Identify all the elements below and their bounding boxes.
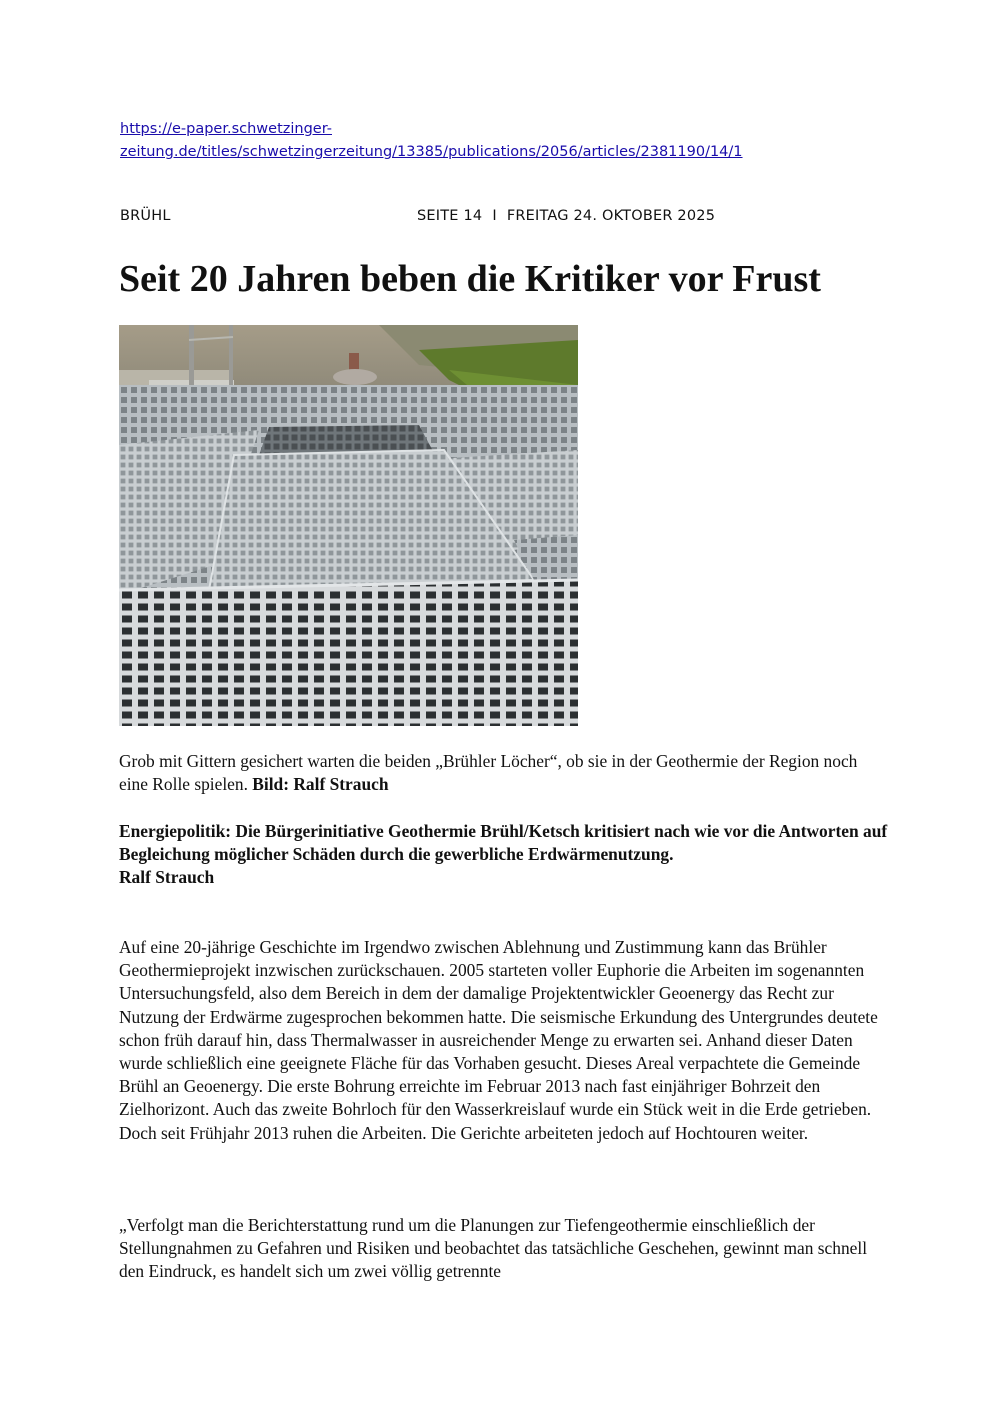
teaser-text: Energiepolitik: Die Bürgerinitiative Geothermie Brühl/Ketsch kritisiert nach wie vor die Antworten auf Begleichung möglicher Schäden durch die gewerbliche Erdwärmenutzung. bbox=[119, 821, 888, 865]
caption-text: Grob mit Gittern gesichert warten die beiden „Brühler Löcher“, ob sie in der Geothermie der Region noch eine Rolle spielen. bbox=[119, 751, 858, 795]
section-label: BRÜHL bbox=[120, 208, 171, 224]
body-paragraph bbox=[119, 936, 889, 1145]
photo-credit: Bild: Ralf Strauch bbox=[252, 774, 389, 795]
article-headline: Seit 20 Jahren beben die Kritiker vor Frust bbox=[119, 258, 821, 300]
body-paragraph bbox=[119, 1214, 889, 1284]
page-date-line bbox=[417, 208, 715, 224]
article-teaser bbox=[119, 820, 889, 890]
photo-caption bbox=[119, 750, 889, 796]
author-byline: Ralf Strauch bbox=[119, 867, 215, 888]
source-url-link[interactable] bbox=[120, 118, 880, 164]
page-number: SEITE 14 bbox=[417, 208, 483, 224]
source-url-line-1[interactable]: https://e-paper.schwetzinger- bbox=[120, 121, 332, 137]
publication-date: FREITAG 24. OKTOBER 2025 bbox=[506, 208, 716, 224]
body-paragraph-2: „Verfolgt man die Berichterstattung rund um die Planungen zur Tiefengeothermie einschließlich der Stellungnahmen zu Gefahren und Risiken und beobachtet das tatsächliche Geschehen, gewinnt man schnell den Eindruck, es handelt sich um zwei völlig getrennte bbox=[119, 1215, 868, 1282]
body-paragraph-1: Auf eine 20-jährige Geschichte im Irgendwo zwischen Ablehnung und Zustimmung kann das Brühler Geothermieprojekt inzwischen zurückschauen. 2005 starteten voller Euphorie die Arbeiten im sogenannten Untersuchungsfeld, also dem Bereich in dem der damalige Projektentwickler Geoenergy das Recht zur Nutzung der Erdwärme zugesprochen bekommen hatte. Die seismische Erkundung des Untergrundes deutete schon früh darauf hin, dass Thermalwasser in ausreichender Menge zu erwarten sei. Anhand dieser Daten wurde schließlich eine geeignete Fläche für das Vorhaben gesucht. Dieses Areal verpachtete die Gemeinde Brühl an Geoenergy. Die erste Bohrung erreichte im Februar 2013 nach fast einjähriger Bohrzeit den Zielhorizont. Auch das zweite Bohrloch für den Wasserkreislauf wurde ein Stück weit in die Erde getrieben. Doch seit Frühjahr 2013 ruhen die Arbeiten. Die Gerichte arbeiteten jedoch auf Hochtouren weiter. bbox=[119, 937, 878, 1143]
article-photo bbox=[119, 325, 578, 726]
meta-separator: I bbox=[492, 208, 497, 224]
source-url-line-2[interactable]: zeitung.de/titles/schwetzingerzeitung/13385/publications/2056/articles/2381190/14/1 bbox=[120, 144, 743, 160]
